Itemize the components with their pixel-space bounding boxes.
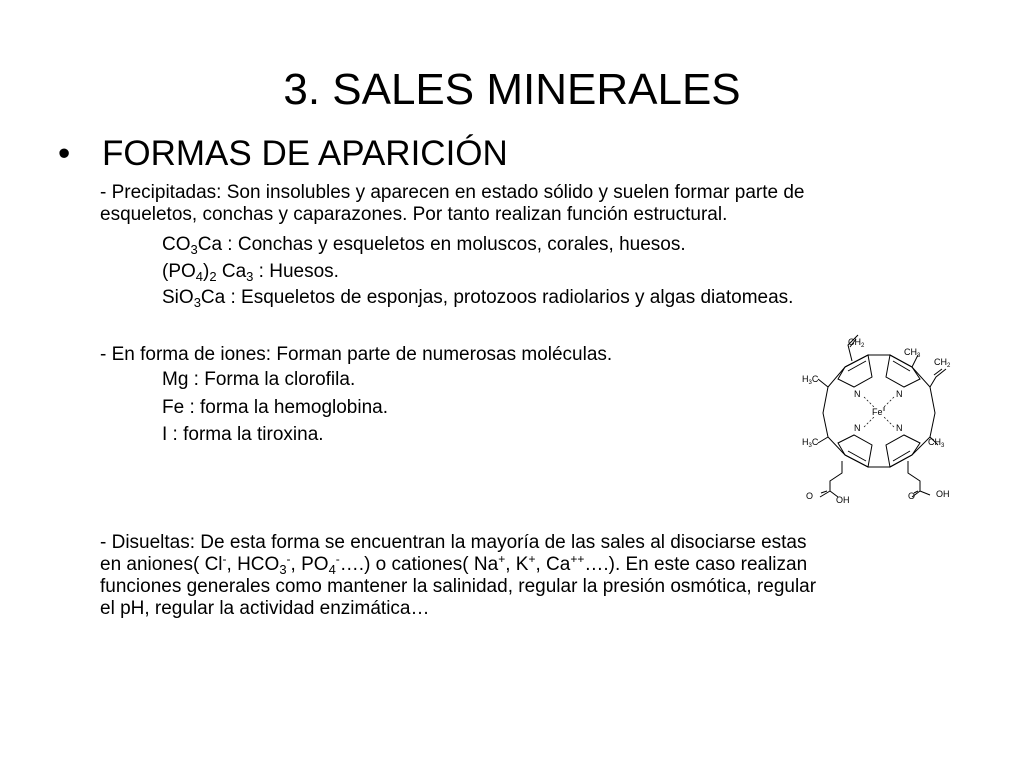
list-item-po4ca: $(PO_4)_2$ $Ca_3$ : Huesos. <box>162 261 339 284</box>
list-item-sio3ca: SiO$_3$Ca : Esqueletos de esponjas, protozoos radiolarios y algas diatomeas. <box>162 287 794 310</box>
precipitadas-line-1: - Precipitadas: Son insolubles y aparecen en estado sólido y suelen formar parte de <box>100 182 805 203</box>
oxygen-label-left: O <box>806 491 814 501</box>
iones-line-1: - En forma de iones: Forman parte de numerosas moléculas. <box>100 344 613 365</box>
disueltas-line-1: - Disueltas: De esta forma se encuentran la mayoría de las sales al disociarse estas <box>100 532 807 553</box>
iron-label: $Fe^{II}$ <box>872 407 886 417</box>
list-item-mg: Mg : Forma la clorofila. <box>162 369 356 390</box>
h3c-left-bottom-label: $H_3C$ <box>802 437 819 449</box>
hydroxyl-label-right: OH <box>936 489 950 499</box>
hydroxyl-label-left: OH <box>836 495 850 505</box>
list-item-fe: Fe : forma la hemoglobina. <box>162 397 389 418</box>
precipitadas-line-2: esqueletos, conchas y caparazones. Por tanto realizan función estructural. <box>100 204 728 225</box>
heme-molecule-diagram <box>790 325 970 515</box>
section-heading: FORMAS DE APARICIÓN <box>102 134 508 173</box>
disueltas-line-4: el pH, regular la actividad enzimática… <box>100 598 430 619</box>
ch3-top-label: $CH_3$ <box>904 347 921 359</box>
list-item-i: I : forma la tiroxina. <box>162 424 324 445</box>
slide-title: 3. SALES MINERALES <box>283 65 741 114</box>
nitrogen-label-4: N <box>896 423 903 433</box>
disueltas-line-2: en aniones( Cl-, $HCO_3^-$, $PO_4^-\dots$.) o cationes( Na+, K+, Ca++….). En este caso realizan <box>100 552 808 577</box>
nitrogen-label-3: N <box>854 423 861 433</box>
bullet-heading-row <box>58 130 508 178</box>
ch3-right-label: $CH_3$ <box>928 437 945 449</box>
list-item-co3ca: $CO_3Ca$ : Conchas y esqueletos en moluscos, corales, huesos. <box>162 234 686 257</box>
ch2-right-label: $CH_2$ <box>934 357 951 369</box>
nitrogen-label-2: N <box>896 389 903 399</box>
nitrogen-label-1: N <box>854 389 861 399</box>
h3c-left-top-label: $H_3C$ <box>802 374 819 386</box>
bullet-icon: • <box>58 134 71 173</box>
disueltas-line-3: funciones generales como mantener la salinidad, regular la presión osmótica, regular <box>100 576 817 597</box>
ch2-top-label: $CH_2$ <box>848 337 865 349</box>
oxygen-label-right: O <box>908 491 916 501</box>
